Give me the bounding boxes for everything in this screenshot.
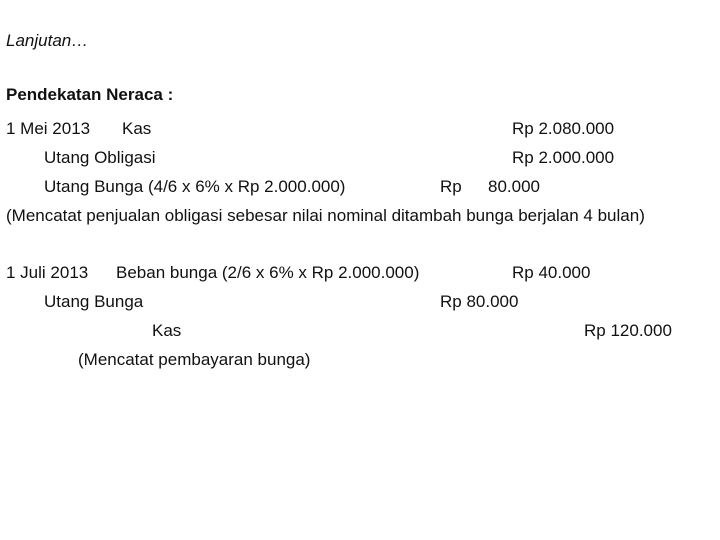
entry2-note: (Mencatat pembayaran bunga) [78, 350, 311, 369]
entry2-debit2-amount: Rp 80.000 [440, 292, 519, 311]
entry2-date: 1 Juli 2013 [6, 263, 89, 282]
entry2-debit2-account: Utang Bunga [44, 292, 144, 311]
section-title: Pendekatan Neraca : [6, 85, 174, 104]
entry1-credit1-account: Utang Obligasi [44, 148, 156, 167]
subtitle: Lanjutan… [6, 31, 89, 50]
entry1-credit1-amount: Rp 2.000.000 [512, 148, 615, 167]
entry1-credit2-account: Utang Bunga (4/6 x 6% x Rp 2.000.000) [44, 177, 346, 196]
entry2-debit1-amount: Rp 40.000 [512, 263, 591, 282]
entry1-credit2-currency: Rp [440, 177, 462, 196]
entry1-debit-amount: Rp 2.080.000 [512, 119, 615, 138]
entry2-debit1-account: Beban bunga (2/6 x 6% x Rp 2.000.000) [116, 263, 420, 282]
entry1-debit-account: Kas [122, 119, 152, 138]
entry1-note: (Mencatat penjualan obligasi sebesar nilai nominal ditambah bunga berjalan 4 bulan) [6, 206, 645, 225]
entry1-date: 1 Mei 2013 [6, 119, 91, 138]
entry2-credit-account: Kas [152, 321, 182, 340]
entry1-credit2-amount: 80.000 [488, 177, 540, 196]
entry2-credit-amount: Rp 120.000 [584, 321, 672, 340]
